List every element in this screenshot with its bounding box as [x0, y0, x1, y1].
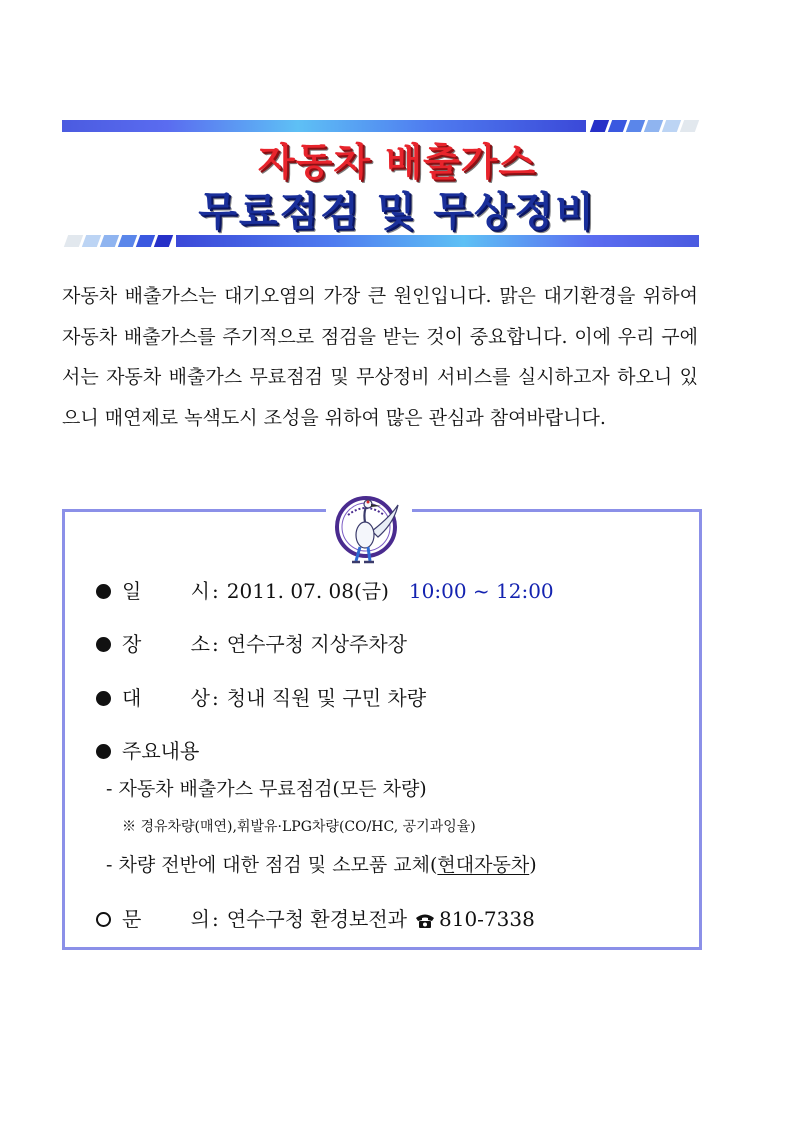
time-value: 10:00 ~ 12:00 [408, 579, 554, 603]
contact-row: 문 의 : 연수구청 환경보전과 810-7338 [96, 903, 535, 932]
date-label: 일 시 [122, 579, 210, 603]
contents-item-2: - 차량 전반에 대한 점검 및 소모품 교체(현대자동차) [106, 854, 537, 876]
title-line-1: 자동차 배출가스 [257, 140, 537, 184]
place-label: 장 소 [122, 632, 210, 656]
intro-paragraph: 자동차 배출가스는 대기오염의 가장 큰 원인입니다. 맑은 대기환경을 위하여 자동차 배출가스를 주기적으로 점검을 받는 것이 중요합니다. 이에 우리 구에서는 자동차 배출가스 무료점검 및 무상정비 서비스를 실시하고자 하오니 있으니 매연제로 녹색도시 조성을 위하여 많은 관심과 참여바랍니다. [62, 285, 698, 429]
target-row: 대 상 : 청내 직원 및 구민 차량 [96, 682, 426, 711]
highlight-text: 현대자동차 [437, 854, 530, 876]
contact-value: 연수구청 환경보전과 [226, 907, 407, 931]
header-bottom-bar [176, 235, 699, 247]
bullet-icon [96, 691, 111, 706]
contact-label: 문 의 [122, 907, 210, 931]
mascot-emblem-icon [326, 491, 412, 573]
contact-phone: 810-7338 [439, 907, 535, 931]
header-bottom-blocks [66, 235, 171, 247]
contents-row [96, 735, 199, 764]
place-value: 연수구청 지상주차장 [226, 632, 407, 656]
target-label: 대 상 [122, 686, 210, 710]
contents-label: 주요내용 [122, 739, 200, 763]
contents-item-1: - 자동차 배출가스 무료점검(모든 차량) [106, 778, 427, 800]
bullet-hollow-icon [96, 912, 111, 927]
contents-note: ※ 경유차량(매연),휘발유·LPG차량(CO/HC, 공기과잉율) [122, 819, 476, 835]
target-value: 청내 직원 및 구민 차량 [226, 686, 427, 710]
bullet-icon [96, 637, 111, 652]
place-row: 장 소 : 연수구청 지상주차장 [96, 628, 407, 657]
bullet-icon [96, 744, 111, 759]
date-row: 일 시 : 2011. 07. 08(금) 10:00 ~ 12:00 [96, 575, 554, 604]
phone-icon [415, 913, 435, 929]
title-line-2: 무료점검 및 무상정비 [198, 189, 596, 235]
date-value: 2011. 07. 08(금) [226, 579, 389, 603]
bullet-icon [96, 584, 111, 599]
